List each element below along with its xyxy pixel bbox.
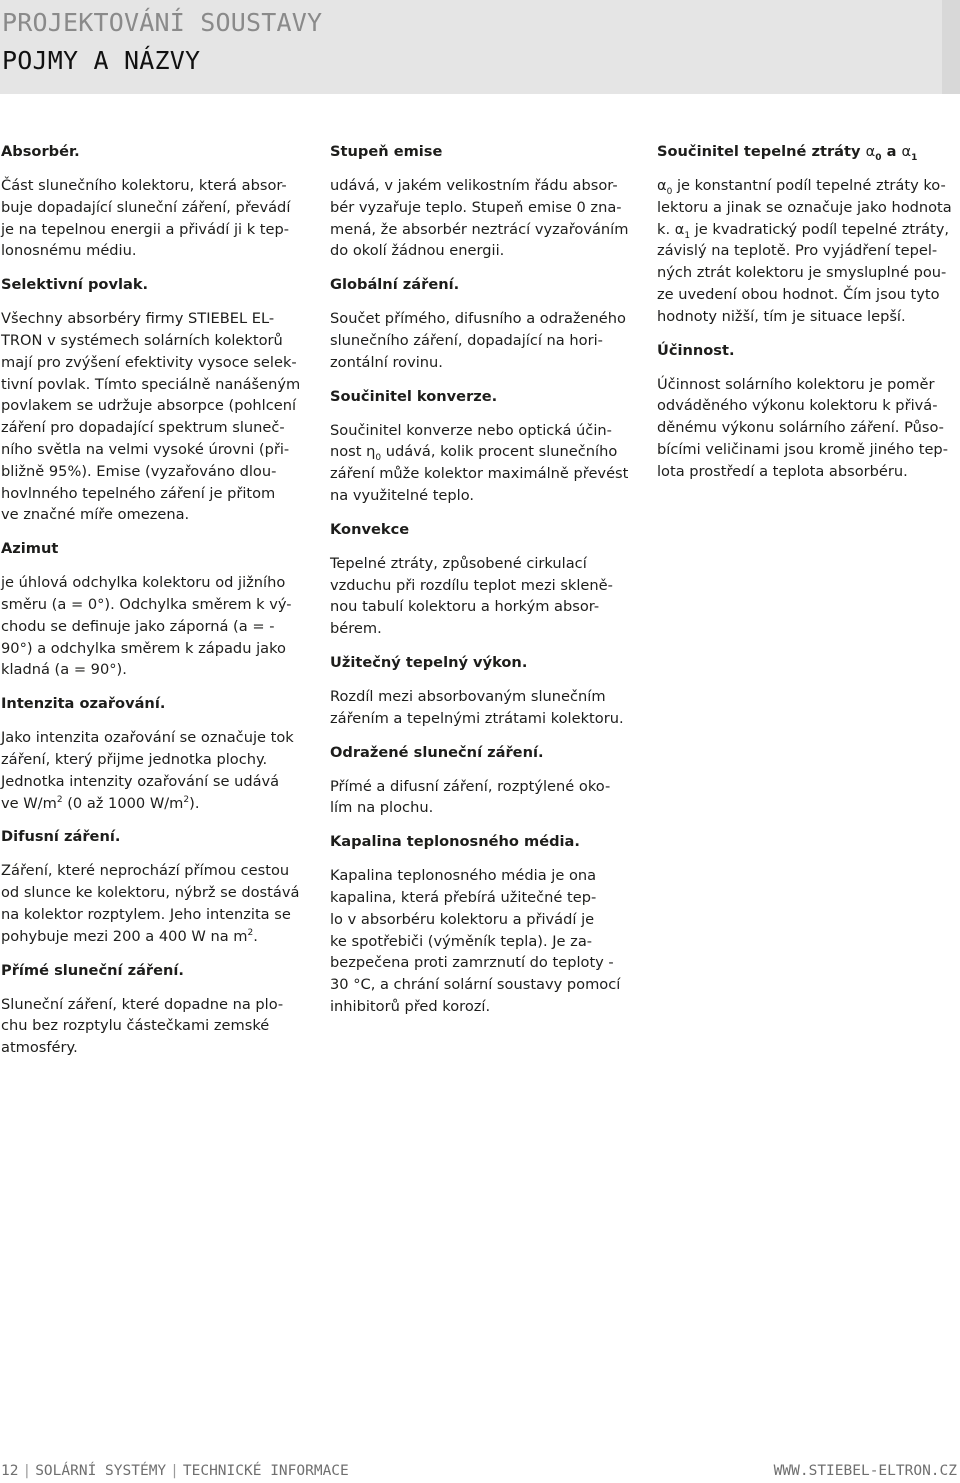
text-line: je úhlová odchylka kolektoru od jižního <box>1 574 286 592</box>
page-number: 12 <box>1 1463 19 1479</box>
text-line: chu bez rozptylu částečkami zemské <box>1 1017 270 1035</box>
text-line: zontální rovinu. <box>330 353 443 371</box>
text-line: záření pro dopadající spektrum sluneč- <box>1 419 285 437</box>
term-heading-diffuse-radiation: Difusní záření. <box>1 828 121 846</box>
term-text-conversion-factor: Součinitel konverze nebo optická účin- nost $\eta_0$ udává, kolik procent slunečního záření může kolektor maximálně převést na využitelné teplo. <box>330 420 630 507</box>
text-line: TRON v systémech solárních kolektorů <box>1 331 283 349</box>
term-heading-global-radiation: Globální záření. <box>330 276 460 294</box>
text-line: Všechny absorbéry firmy STIEBEL EL- <box>1 310 275 328</box>
column-left <box>1 141 301 1071</box>
text-line: zářením a tepelnými ztrátami kolektoru. <box>330 709 624 727</box>
term-text-global-radiation <box>330 308 630 373</box>
text-line: inhibitorů před korozí. <box>330 997 491 1015</box>
text-line: vzduchu při rozdílu teplot mezi skleně- <box>330 576 613 594</box>
column-right <box>657 141 957 495</box>
text-line: Část slunečního kolektoru, která absor- <box>1 177 287 194</box>
text-line: bér vyzařuje teplo. Stupeň emise 0 zna- <box>330 198 622 216</box>
text-line: lota prostředí a teplota absorbéru. <box>657 462 908 480</box>
eta-symbol: η <box>366 443 376 461</box>
term-heading-azimuth: Azimut <box>1 540 59 558</box>
text-line: Tepelné ztráty, způsobené cirkulací <box>330 554 587 572</box>
text-line: bezpečena proti zamrznutí do teploty - <box>330 954 614 972</box>
term-heading-efficiency: Účinnost. <box>657 341 735 359</box>
text-line: Záření, které neprochází přímou cestou <box>1 862 290 880</box>
text-line: ke spotřebiči (výměník tepla). Je za- <box>330 932 593 950</box>
term-heading-selective-coating: Selektivní povlak. <box>1 276 149 294</box>
term-text-heat-loss-coefficient: $\alpha_0$ je konstantní podíl tepelné ztráty ko- lektoru a jinak se označuje jako hodnota k. $\alpha_1$ je kvadratický podíl tepelné ztráty, závislý na teplotě. Pro vyjádření tepel- ných ztrát kolektoru je smysluplné pou- ze uvedení obou hodnot. Čím jsou tyto hodnoty nižší, tím je situace lepší. <box>657 175 957 328</box>
page-header <box>0 0 960 94</box>
text-line: Účinnost solárního kolektoru je poměr <box>657 375 935 393</box>
text-line: lím na plochu. <box>330 799 434 817</box>
term-heading-direct-radiation: Přímé sluneční záření. <box>1 961 184 979</box>
text-line: kladná (a = 90°). <box>1 661 127 679</box>
text-line: ve značné míře omezena. <box>1 506 190 524</box>
text-line: děnému výkonu solárního záření. Půso- <box>657 419 944 437</box>
alpha-symbol: α <box>865 143 876 160</box>
page-footer <box>1 1463 959 1483</box>
term-text-azimuth <box>1 572 301 681</box>
text-line: bérem. <box>330 620 382 638</box>
text-line: Jednotka intenzity ozařování se udává <box>1 772 280 790</box>
text-line: Rozdíl mezi absorbovaným slunečním <box>330 687 606 705</box>
text-line: ního světla na velmi vysoké úrovni (při- <box>1 440 290 458</box>
term-text-useful-heat-output <box>330 686 630 730</box>
text-line: slunečního záření, dopadající na hori- <box>330 331 603 349</box>
term-heading-heat-loss-coefficient: Součinitel tepelné ztráty $\alpha_0$ a $\alpha_1$ <box>657 143 918 163</box>
text-line: chodu se definuje jako záporná (a = - <box>1 617 275 635</box>
term-text-selective-coating <box>1 308 301 526</box>
text-line: mená, že absorbér neztrácí vyzařováním <box>330 220 629 238</box>
text-line: ných ztrát kolektoru je smysluplné pou- <box>657 264 947 282</box>
term-heading-heat-transfer-fluid: Kapalina teplonosného média. <box>330 833 580 851</box>
text-line: ze uvedení obou hodnot. Čím jsou tyto <box>657 285 940 303</box>
footer-divider: | <box>22 1463 32 1479</box>
text-line: na kolektor rozptylem. Jeho intenzita se <box>1 905 291 923</box>
text-line: odváděného výkonu kolektoru k přivá- <box>657 397 938 415</box>
term-text-diffuse-radiation <box>1 860 301 947</box>
term-text-direct-radiation <box>1 994 301 1059</box>
term-heading-emissivity: Stupeň emise <box>330 143 443 160</box>
term-text-convection <box>330 553 630 640</box>
term-text-absorber <box>1 175 301 262</box>
text-line: kapalina, která přebírá užitečné tep- <box>330 888 597 906</box>
text-line: Součet přímého, difusního a odraženého <box>330 310 626 328</box>
text-line: udává, v jakém velikostním řádu absor- <box>330 177 618 194</box>
text-line: záření, který přijme jednotka plochy. <box>1 750 268 768</box>
term-text-efficiency <box>657 374 957 483</box>
text-line: na využitelné teplo. <box>330 486 475 504</box>
footer-divider: | <box>170 1463 179 1479</box>
text-line: 30 °C, a chrání solární soustavy pomocí <box>330 976 621 994</box>
text-line: Kapalina teplonosného média je ona <box>330 867 597 885</box>
text-line: závislý na teplotě. Pro vyjádření tepel- <box>657 242 938 260</box>
text-line: Přímé a difusní záření, rozptýlené oko- <box>330 777 611 795</box>
header-edge-bar <box>942 0 960 94</box>
text-line: tivní povlak. Tímto speciálně nanášeným <box>1 375 301 393</box>
irradiance-unit-line: ve $W/m^2$ (0 až 1000 $W/m^2$). <box>1 794 200 812</box>
diffuse-range-line: pohybuje mezi 200 a 400 W na $m^2$. <box>1 927 258 945</box>
text-line: hovlnného tepelného záření je přitom <box>1 484 276 502</box>
text-line: povlakem se udržuje absorpce (pohlcení <box>1 397 297 415</box>
text-line: je na tepelnou energii a přivádí ji k tep- <box>1 220 290 238</box>
term-text-heat-transfer-fluid <box>330 865 630 1018</box>
text-line: bližně 95%). Emise (vyzařováno dlou- <box>1 462 277 480</box>
footer-section-technical: TECHNICKÉ INFORMACE <box>182 1463 349 1479</box>
term-heading-conversion-factor: Součinitel konverze. <box>330 387 498 405</box>
text-line: lo v absorbéru kolektoru a přivádí je <box>330 910 595 928</box>
text-line: 90°) a odchylka směrem k západu jako <box>1 639 286 657</box>
text-line: Jako intenzita ozařování se označuje tok <box>1 729 294 747</box>
text-line: směru (a = 0°). Odchylka směrem k vý- <box>1 595 292 613</box>
term-text-reflected-radiation <box>330 776 630 820</box>
term-heading-convection: Konvekce <box>330 520 410 538</box>
term-heading-reflected-radiation: Odražené sluneční záření. <box>330 743 544 761</box>
text-line: atmosféry. <box>1 1039 78 1057</box>
text-line: bícími veličinami jsou kromě jiného tep- <box>657 440 948 458</box>
text-line: Sluneční záření, které dopadne na plo- <box>1 995 284 1013</box>
term-heading-irradiance: Intenzita ozařování. <box>1 695 166 713</box>
text-line: hodnoty nižší, tím je situace lepší. <box>657 307 906 325</box>
text-line: od slunce ke kolektoru, nýbrž se dostává <box>1 884 300 902</box>
text-line: do okolí žádnou energii. <box>330 242 505 260</box>
page-title: PROJEKTOVÁNÍ SOUSTAVY <box>2 8 323 37</box>
footer-website-link[interactable]: WWW.STIEBEL-ELTRON.CZ <box>773 1463 957 1479</box>
text-line: mají pro zvýšení efektivity vysoce selek- <box>1 353 297 371</box>
text-line: lonosnému médiu. <box>1 242 137 260</box>
text-line: záření může kolektor maximálně převést <box>330 465 629 483</box>
text-line: buje dopadající sluneční záření, převádí <box>1 198 291 216</box>
term-text-irradiance <box>1 727 301 814</box>
term-heading-absorber: Absorbér. <box>1 143 80 160</box>
term-text-emissivity <box>330 175 630 262</box>
term-heading-useful-heat-output: Užitečný tepelný výkon. <box>330 653 528 671</box>
column-middle <box>330 141 630 1030</box>
page-subtitle: POJMY A NÁZVY <box>2 46 201 75</box>
text-line: nou tabulí kolektoru a horkým absor- <box>330 598 600 616</box>
footer-section-solar: SOLÁRNÍ SYSTÉMY <box>35 1463 167 1479</box>
